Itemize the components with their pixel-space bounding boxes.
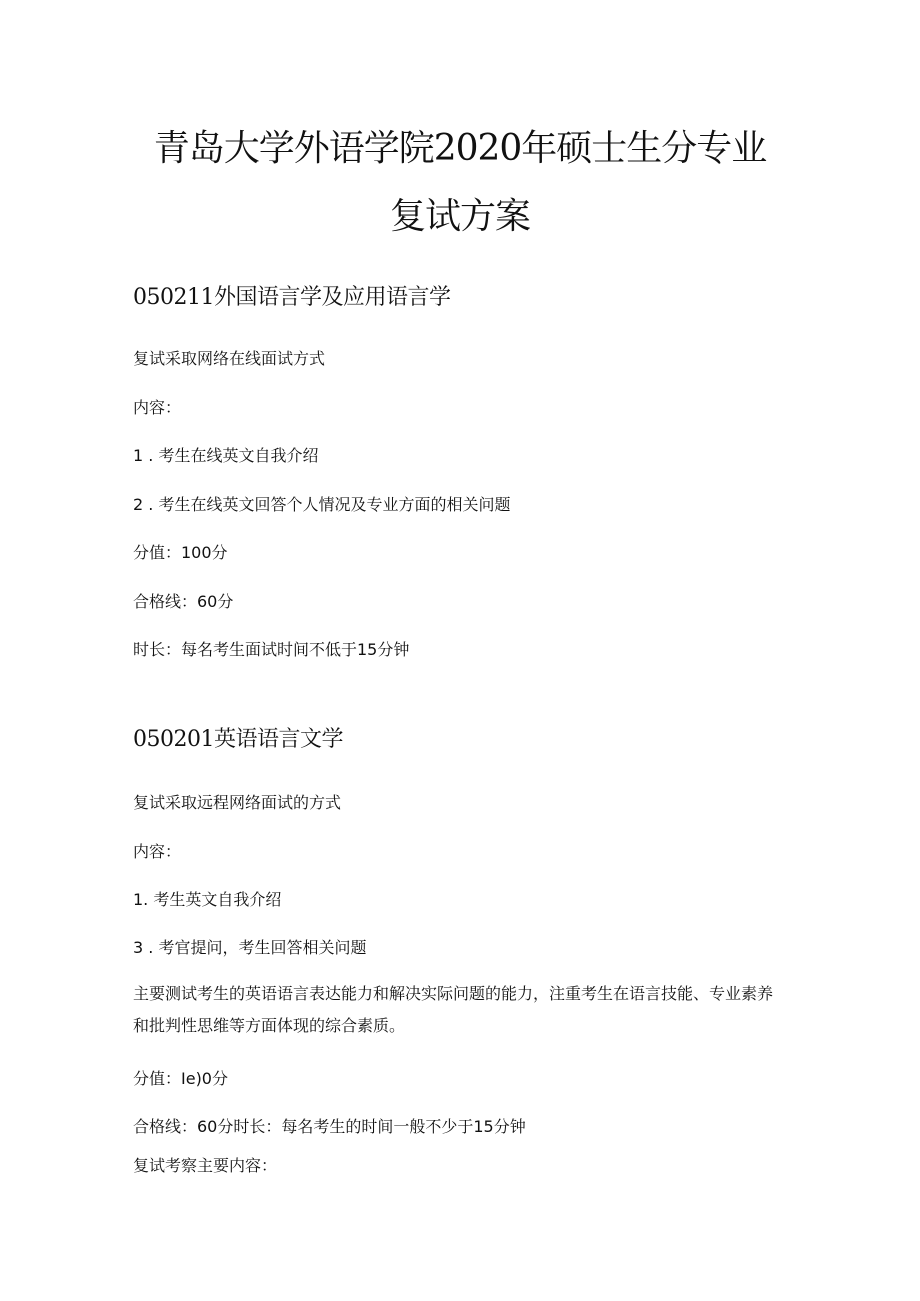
- section-1-duration: 时长：每名考生面试时间不低于15分钟: [133, 640, 410, 659]
- section-1-item-1: 1 . 考生在线英文自我介绍: [133, 446, 319, 465]
- section-1-content-label: 内容：: [133, 398, 182, 417]
- section-2-item-1: 1. 考生英文自我介绍: [133, 890, 282, 909]
- document-title-line-1: 青岛大学外语学院2020年硕士生分专业: [153, 128, 767, 169]
- section-2-score: 分值：Ie)0分: [133, 1069, 228, 1088]
- section-1-method: 复试采取网络在线面试方式: [133, 349, 326, 368]
- section-2-heading: 050201英语语言文学: [133, 727, 343, 752]
- document-title-line-2: 复试方案: [389, 196, 530, 237]
- section-2-main-content-label: 复试考察主要内容：: [133, 1156, 278, 1175]
- section-1-item-2: 2 . 考生在线英文回答个人情况及专业方面的相关问题: [133, 495, 511, 514]
- section-2-method: 复试采取远程网络面试的方式: [133, 793, 342, 812]
- section-2-content-label: 内容：: [133, 842, 182, 861]
- section-2-pass-and-duration: 合格线：60分时长：每名考生的时间一般不少于15分钟: [133, 1117, 526, 1136]
- section-1-heading: 050211外国语言学及应用语言学: [133, 285, 451, 310]
- section-1-score: 分值：100分: [133, 543, 228, 562]
- section-2-item-2: 3 . 考官提问，考生回答相关问题: [133, 938, 367, 957]
- section-2-focus-paragraph: 主要测试考生的英语语言表达能力和解决实际问题的能力，注重考生在语言技能、专业素养和批判性思维等方面体现的综合素质。: [133, 984, 774, 1035]
- section-1-pass-line: 合格线：60分: [133, 592, 234, 611]
